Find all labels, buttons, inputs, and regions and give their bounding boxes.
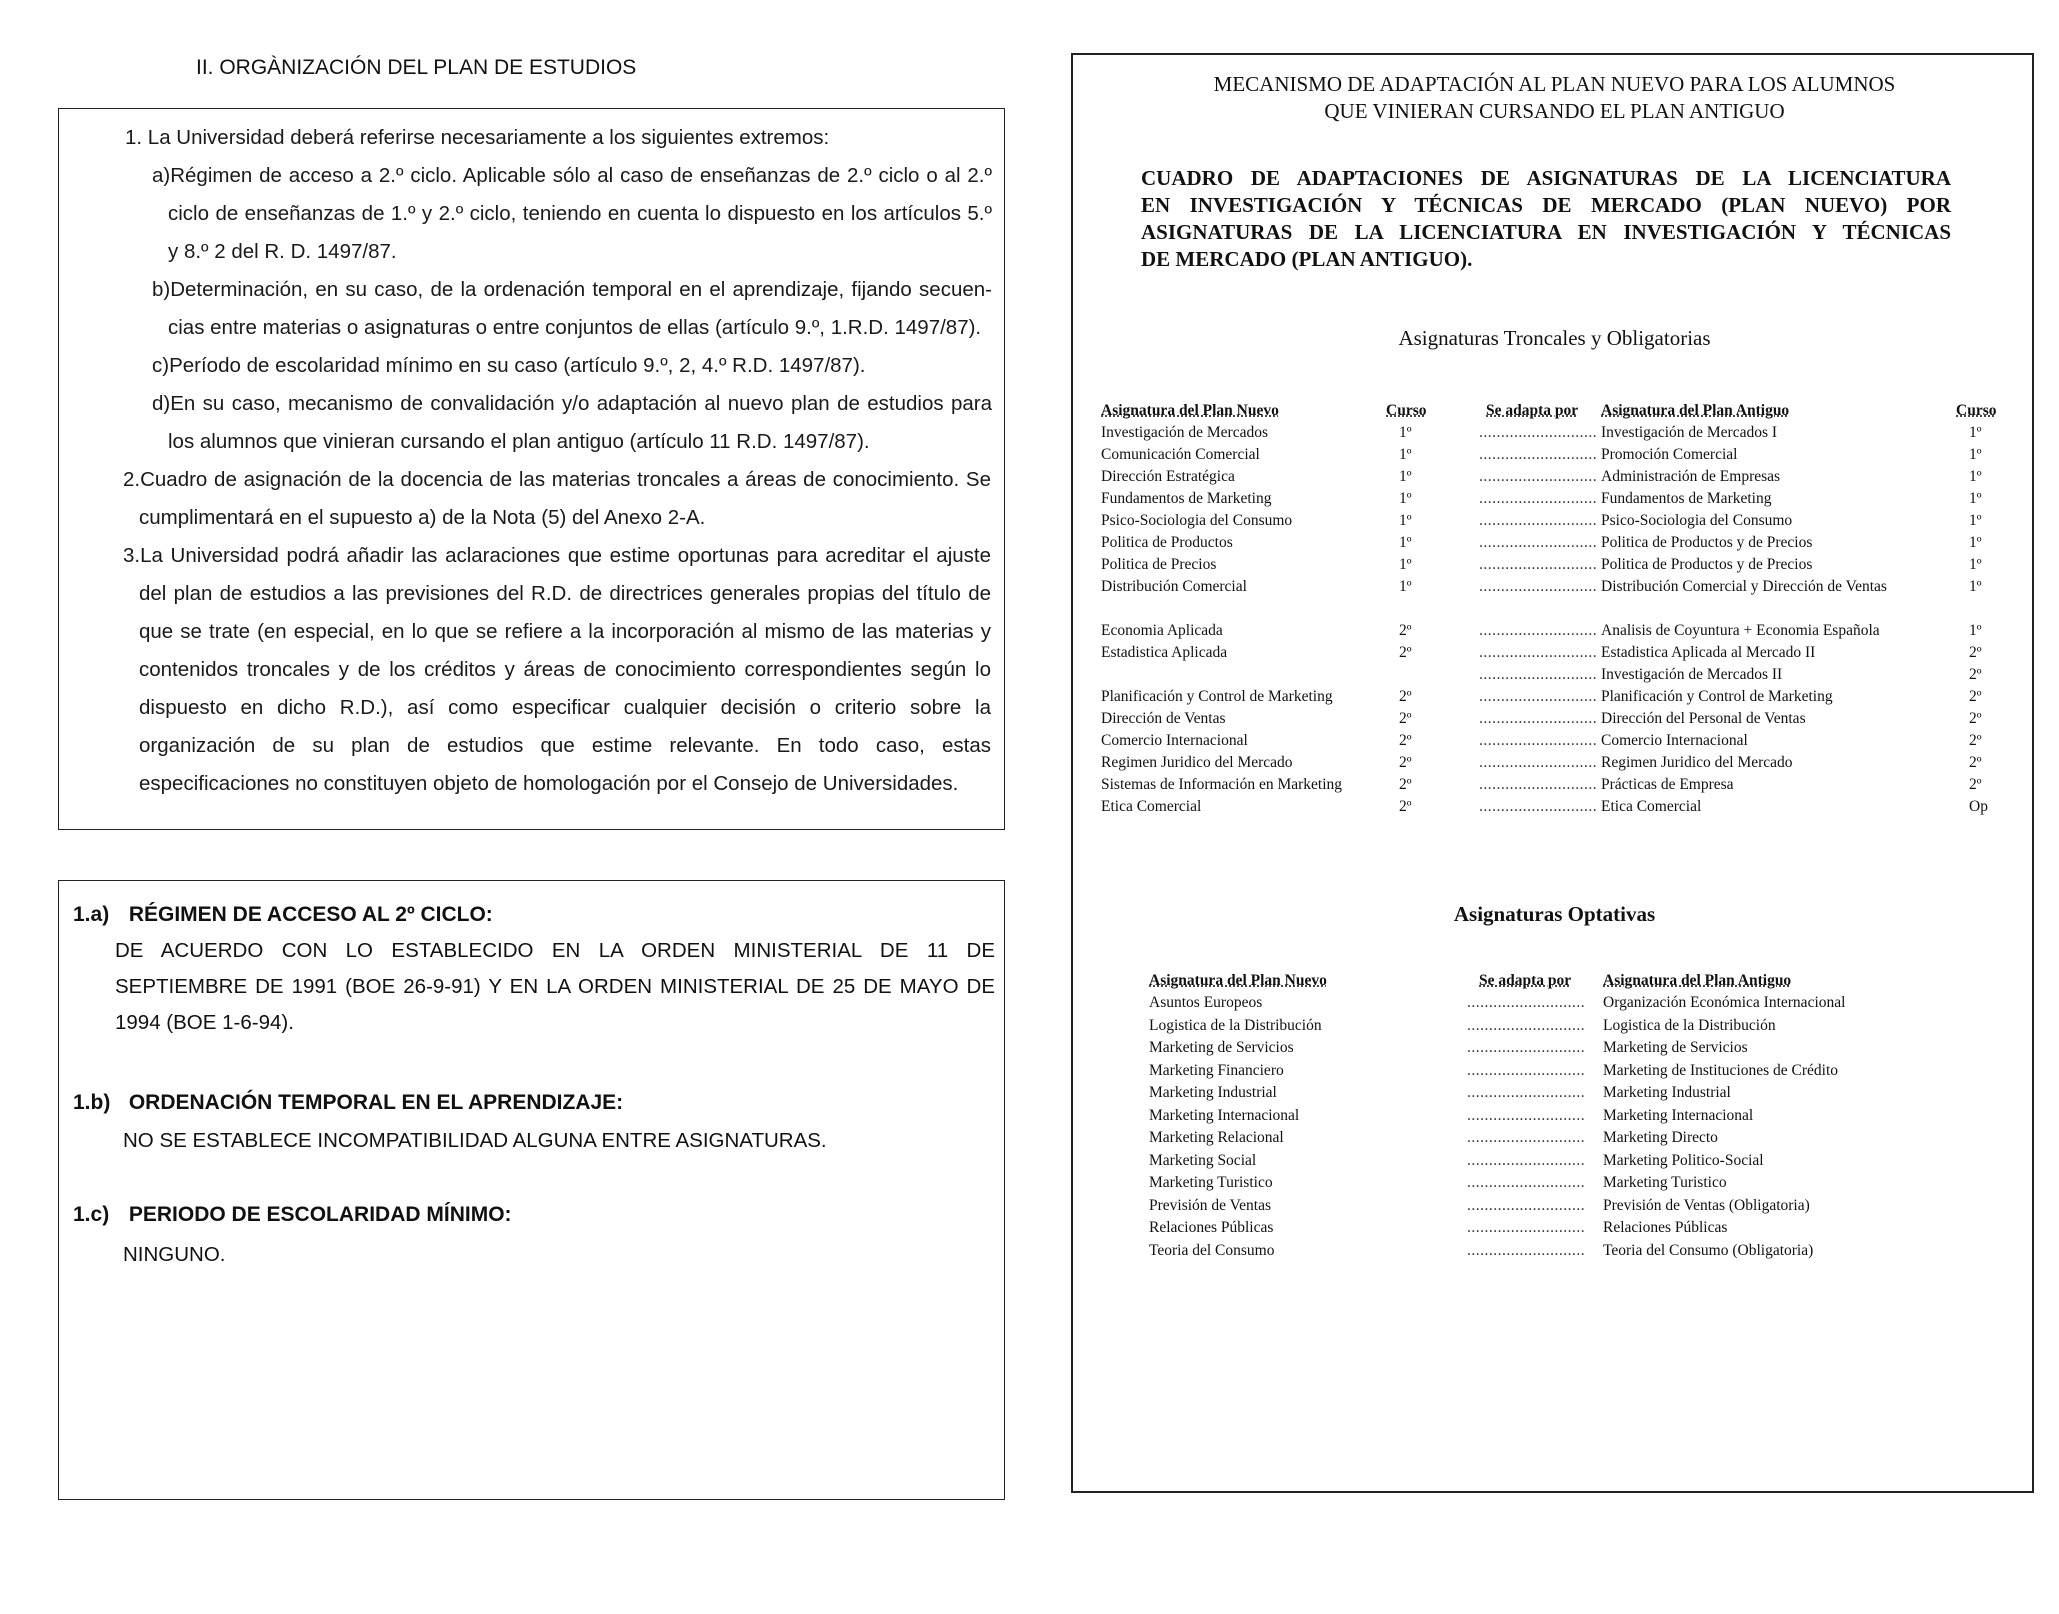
troncales-antiguo: Estadistica Aplicada al Mercado II <box>1601 644 1816 661</box>
optativas-antiguo: Marketing de Instituciones de Crédito <box>1603 1061 1839 1079</box>
optativas-nuevo: Marketing Financiero <box>1149 1061 1284 1079</box>
troncales-dots: ........................... <box>1479 666 1598 683</box>
item-1a-line3: y 8.º 2 del R. D. 1497/87. <box>168 240 397 263</box>
troncales-nuevo: Politica de Precios <box>1101 556 1217 573</box>
troncales-dots: ........................... <box>1479 798 1598 815</box>
troncales-antiguo: Etica Comercial <box>1601 798 1702 815</box>
troncales-header-nuevo: Asignatura del Plan Nuevo <box>1101 402 1279 419</box>
optativas-dots: ........................... <box>1467 1174 1586 1191</box>
answer-1b: NO SE ESTABLECE INCOMPATIBILIDAD ALGUNA ENTRE ASIGNATURAS. <box>123 1129 827 1152</box>
troncales-curso1: 2º <box>1399 776 1412 793</box>
troncales-table <box>1101 402 2021 882</box>
optativas-nuevo: Previsión de Ventas <box>1149 1196 1271 1214</box>
optativas-dots: ........................... <box>1467 1151 1586 1169</box>
troncales-curso1: 1º <box>1399 446 1412 463</box>
answer-1c: NINGUNO. <box>123 1243 226 1266</box>
optativas-header-adapta: Se adapta por <box>1479 972 1572 989</box>
troncales-curso1: 1º <box>1399 468 1412 485</box>
answer-1a <box>115 933 995 1041</box>
heading-1b-title: ORDENACIÓN TEMPORAL EN EL APRENDIZAJE: <box>128 1091 624 1114</box>
troncales-antiguo: Politica de Productos y de Precios <box>1601 556 1813 573</box>
optativas-dots: ........................... <box>1467 1106 1586 1124</box>
optativas-dots: ........................... <box>1467 1039 1586 1056</box>
troncales-nuevo: Fundamentos de Marketing <box>1101 490 1272 507</box>
optativas-nuevo: Teoria del Consumo <box>1149 1241 1275 1259</box>
optativas-antiguo: Previsión de Ventas (Obligatoria) <box>1603 1196 1810 1214</box>
answer-1a-line1: DE ACUERDO CON LO ESTABLECIDO EN LA ORDEN MINISTERIAL DE 11 DE <box>115 939 995 962</box>
optativas-antiguo: Logistica de la Distribución <box>1603 1016 1776 1034</box>
troncales-curso2: 1º <box>1969 622 1982 639</box>
troncales-nuevo: Dirección de Ventas <box>1101 710 1226 727</box>
item-3-line1: 3.La Universidad podrá añadir las aclaraciones que estime oportunas para acreditar el ajuste <box>123 544 991 567</box>
troncales-curso2: 2º <box>1969 666 1982 683</box>
cuadro-title <box>1141 165 1951 273</box>
item-3-line7: especificaciones no constituyen objeto de homologación por el Consejo de Universidades. <box>139 772 959 795</box>
optativas-nuevo: Marketing Internacional <box>1149 1106 1300 1124</box>
optativas-dots: ........................... <box>1467 994 1586 1011</box>
item-1b <box>152 271 992 347</box>
item-1d <box>152 385 992 461</box>
optativas-header-antiguo: Asignatura del Plan Antiguo <box>1603 972 1792 989</box>
troncales-curso1: 1º <box>1399 578 1412 595</box>
optativas-nuevo: Marketing Industrial <box>1149 1084 1277 1101</box>
item-1b-line1: b)Determinación, en su caso, de la ordenación temporal en el aprendizaje, fijando secuen- <box>152 278 992 301</box>
troncales-curso2: 1º <box>1969 490 1982 507</box>
mechanism-title-line1: MECANISMO DE ADAPTACIÓN AL PLAN NUEVO PARA LOS ALUMNOS <box>1213 72 1896 96</box>
troncales-dots: ........................... <box>1479 578 1598 595</box>
optativas-nuevo: Marketing de Servicios <box>1149 1039 1294 1056</box>
cuadro-title-line1: CUADRO DE ADAPTACIONES DE ASIGNATURAS DE LA LICENCIATURA <box>1141 166 1951 190</box>
troncales-dots: ........................... <box>1479 644 1598 661</box>
optativas-dots: ........................... <box>1467 1219 1586 1236</box>
troncales-curso1: 1º <box>1399 556 1412 573</box>
troncales-dots: ........................... <box>1479 688 1598 705</box>
optativas-antiguo: Marketing Politico-Social <box>1603 1151 1764 1169</box>
item-2 <box>123 461 991 537</box>
item-1c-line1: c)Período de escolaridad mínimo en su caso (artículo 9.º, 2, 4.º R.D. 1497/87). <box>152 354 866 377</box>
heading-1c-title: PERIODO DE ESCOLARIDAD MÍNIMO: <box>128 1203 512 1226</box>
troncales-header-curso2: Curso <box>1956 402 1997 419</box>
troncales-nuevo: Dirección Estratégica <box>1101 468 1235 485</box>
optativas-dots: ........................... <box>1467 1084 1586 1101</box>
troncales-antiguo: Planificación y Control de Marketing <box>1601 688 1833 705</box>
troncales-dots: ........................... <box>1479 622 1598 639</box>
troncales-dots: ........................... <box>1479 732 1598 749</box>
troncales-curso1: 2º <box>1399 688 1412 705</box>
item-1b-line2: cias entre materias o asignaturas o entre conjuntos de ellas (artículo 9.º, 1.R.D. 1497/87). <box>168 316 982 339</box>
item-1d-line2: los alumnos que vinieran cursando el plan antiguo (artículo 11 R.D. 1497/87). <box>168 430 870 453</box>
troncales-curso1: 1º <box>1399 534 1412 551</box>
item-1-text: 1. La Universidad deberá referirse necesariamente a los siguientes extremos: <box>125 126 830 149</box>
troncales-header-antiguo: Asignatura del Plan Antiguo <box>1601 402 1790 419</box>
item-3-line6: organización de su plan de estudios que estime relevante. En todo caso, estas <box>139 734 991 757</box>
cuadro-title-line3: ASIGNATURAS DE LA LICENCIATURA EN INVESTIGACIÓN Y TÉCNICAS <box>1141 220 1951 244</box>
heading-1c <box>73 1203 512 1227</box>
troncales-dots: ........................... <box>1479 468 1598 485</box>
troncales-antiguo: Politica de Productos y de Precios <box>1601 534 1813 551</box>
troncales-antiguo: Investigación de Mercados II <box>1601 666 1783 683</box>
troncales-dots: ........................... <box>1479 490 1598 507</box>
troncales-dots: ........................... <box>1479 446 1598 463</box>
troncales-curso2: 1º <box>1969 534 1982 551</box>
troncales-title: Asignaturas Troncales y Obligatorias <box>1398 326 1711 350</box>
troncales-curso1: 2º <box>1399 798 1412 815</box>
optativas-nuevo: Logistica de la Distribución <box>1149 1016 1322 1034</box>
cuadro-title-line2: EN INVESTIGACIÓN Y TÉCNICAS DE MERCADO (PLAN NUEVO) POR <box>1141 193 1951 217</box>
troncales-antiguo: Prácticas de Empresa <box>1601 776 1734 793</box>
adaptation-box <box>1071 53 2034 1493</box>
optativas-antiguo: Marketing Turistico <box>1603 1174 1727 1191</box>
cuadro-title-line4: DE MERCADO (PLAN ANTIGUO). <box>1141 247 1473 271</box>
optativas-dots: ........................... <box>1467 1196 1586 1214</box>
optativas-table <box>1149 972 1929 1332</box>
instructions-box <box>58 108 1005 830</box>
item-3-line4: contenidos troncales y de los créditos y áreas de conocimiento correspondientes según lo <box>139 658 991 681</box>
troncales-antiguo: Regimen Juridico del Mercado <box>1601 754 1793 771</box>
troncales-nuevo: Distribución Comercial <box>1101 578 1247 595</box>
troncales-curso2: Op <box>1969 798 1988 815</box>
troncales-curso2: 1º <box>1969 446 1982 463</box>
mechanism-title <box>1073 71 2036 125</box>
troncales-antiguo: Investigación de Mercados I <box>1601 424 1778 441</box>
optativas-dots: ........................... <box>1467 1061 1586 1079</box>
troncales-nuevo: Politica de Productos <box>1101 534 1233 551</box>
optativas-antiguo: Teoria del Consumo (Obligatoria) <box>1603 1241 1814 1259</box>
answer-1a-line2: SEPTIEMBRE DE 1991 (BOE 26-9-91) Y EN LA ORDEN MINISTERIAL DE 25 DE MAYO DE <box>115 975 995 998</box>
troncales-nuevo: Planificación y Control de Marketing <box>1101 688 1333 705</box>
item-1c <box>152 347 992 385</box>
troncales-nuevo: Sistemas de Información en Marketing <box>1101 776 1343 793</box>
optativas-antiguo: Marketing de Servicios <box>1603 1039 1748 1056</box>
troncales-curso1: 1º <box>1399 490 1412 507</box>
optativas-nuevo: Relaciones Públicas <box>1149 1219 1274 1236</box>
troncales-curso2: 1º <box>1969 468 1982 485</box>
troncales-dots: ........................... <box>1479 776 1598 793</box>
heading-1a-number: 1.a) <box>73 903 110 926</box>
troncales-curso2: 1º <box>1969 512 1982 529</box>
optativas-antiguo: Organización Económica Internacional <box>1603 994 1846 1011</box>
item-3-line3: que se trate (en especial, en lo que se refiere a la incorporación al mismo de las materias y <box>139 620 991 643</box>
optativas-antiguo: Marketing Industrial <box>1603 1084 1731 1101</box>
troncales-nuevo: Investigación de Mercados <box>1101 424 1268 441</box>
optativas-nuevo: Marketing Turistico <box>1149 1174 1273 1191</box>
answer-1a-line3: 1994 (BOE 1-6-94). <box>115 1011 294 1034</box>
troncales-curso2: 2º <box>1969 688 1982 705</box>
section-title: II. ORGÀNIZACIÓN DEL PLAN DE ESTUDIOS <box>196 56 637 79</box>
optativas-header-nuevo: Asignatura del Plan Nuevo <box>1149 972 1327 989</box>
troncales-curso2: 1º <box>1969 556 1982 573</box>
troncales-curso2: 1º <box>1969 578 1982 595</box>
optativas-nuevo: Marketing Social <box>1149 1151 1257 1169</box>
item-1a <box>152 157 992 271</box>
troncales-dots: ........................... <box>1479 534 1598 551</box>
troncales-antiguo: Distribución Comercial y Dirección de Ventas <box>1601 578 1887 595</box>
troncales-nuevo: Economia Aplicada <box>1101 622 1223 639</box>
optativas-antiguo: Marketing Internacional <box>1603 1106 1754 1124</box>
item-3-line5: dispuesto en dicho R.D.), así como especificar cualquier decisión o criterio sobre la <box>139 696 991 719</box>
troncales-curso2: 2º <box>1969 776 1982 793</box>
troncales-curso2: 2º <box>1969 754 1982 771</box>
optativas-nuevo: Marketing Relacional <box>1149 1129 1284 1146</box>
troncales-curso1: 1º <box>1399 512 1412 529</box>
heading-1c-number: 1.c) <box>73 1203 110 1226</box>
troncales-curso2: 2º <box>1969 644 1982 661</box>
troncales-antiguo: Dirección del Personal de Ventas <box>1601 710 1806 727</box>
optativas-dots: ........................... <box>1467 1129 1586 1146</box>
optativas-dots: ........................... <box>1467 1241 1586 1259</box>
item-2-line1: 2.Cuadro de asignación de la docencia de las materias troncales a áreas de conocimiento. Se <box>123 468 991 491</box>
optativas-antiguo: Relaciones Públicas <box>1603 1219 1728 1236</box>
heading-1b <box>73 1091 623 1115</box>
troncales-nuevo: Psico-Sociologia del Consumo <box>1101 512 1293 529</box>
optativas-nuevo: Asuntos Europeos <box>1149 994 1263 1011</box>
troncales-antiguo: Fundamentos de Marketing <box>1601 490 1772 507</box>
troncales-nuevo: Estadistica Aplicada <box>1101 644 1228 661</box>
item-1-intro <box>125 119 975 157</box>
troncales-curso1: 2º <box>1399 644 1412 661</box>
troncales-curso1: 2º <box>1399 710 1412 727</box>
answers-box <box>58 880 1005 1500</box>
troncales-nuevo: Etica Comercial <box>1101 798 1202 815</box>
item-3 <box>123 537 991 803</box>
troncales-dots: ........................... <box>1479 556 1598 573</box>
troncales-header-adapta: Se adapta por <box>1486 402 1579 419</box>
troncales-dots: ........................... <box>1479 424 1598 441</box>
troncales-curso1: 2º <box>1399 622 1412 639</box>
troncales-curso2: 2º <box>1969 710 1982 727</box>
heading-1a <box>73 903 493 927</box>
optativas-antiguo: Marketing Directo <box>1603 1129 1718 1146</box>
troncales-curso1: 2º <box>1399 754 1412 771</box>
item-2-line2: cumplimentará en el supuesto a) de la Nota (5) del Anexo 2-A. <box>139 506 706 529</box>
troncales-curso1: 2º <box>1399 732 1412 749</box>
troncales-dots: ........................... <box>1479 710 1598 727</box>
troncales-nuevo: Regimen Juridico del Mercado <box>1101 754 1293 771</box>
item-3-line2: del plan de estudios a las previsiones del R.D. de directrices generales propias del título de <box>139 582 991 605</box>
heading-1a-title: RÉGIMEN DE ACCESO AL 2º CICLO: <box>128 903 493 926</box>
troncales-curso2: 1º <box>1969 424 1982 441</box>
troncales-antiguo: Psico-Sociologia del Consumo <box>1601 512 1793 529</box>
troncales-antiguo: Administración de Empresas <box>1601 468 1781 485</box>
troncales-nuevo: Comunicación Comercial <box>1101 446 1260 463</box>
optativas-title: Asignaturas Optativas <box>1453 902 1656 926</box>
troncales-nuevo: Comercio Internacional <box>1101 732 1248 749</box>
heading-1b-number: 1.b) <box>73 1091 111 1114</box>
item-1d-line1: d)En su caso, mecanismo de convalidación y/o adaptación al nuevo plan de estudios para <box>152 392 992 415</box>
item-1a-line1: a)Régimen de acceso a 2.º ciclo. Aplicable sólo al caso de enseñanzas de 2.º ciclo o al 2.º <box>152 164 992 187</box>
troncales-antiguo: Analisis de Coyuntura + Economia Española <box>1601 622 1880 639</box>
troncales-antiguo: Promoción Comercial <box>1601 446 1738 463</box>
troncales-curso2: 2º <box>1969 732 1982 749</box>
troncales-header-curso1: Curso <box>1386 402 1427 419</box>
troncales-curso1: 1º <box>1399 424 1412 441</box>
troncales-dots: ........................... <box>1479 754 1598 771</box>
optativas-dots: ........................... <box>1467 1016 1586 1034</box>
troncales-dots: ........................... <box>1479 512 1598 529</box>
mechanism-title-line2: QUE VINIERAN CURSANDO EL PLAN ANTIGUO <box>1324 99 1785 123</box>
item-1a-line2: ciclo de enseñanzas de 1.º y 2.º ciclo, teniendo en cuenta lo dispuesto en los artículos 5.º <box>168 202 992 225</box>
troncales-antiguo: Comercio Internacional <box>1601 732 1748 749</box>
